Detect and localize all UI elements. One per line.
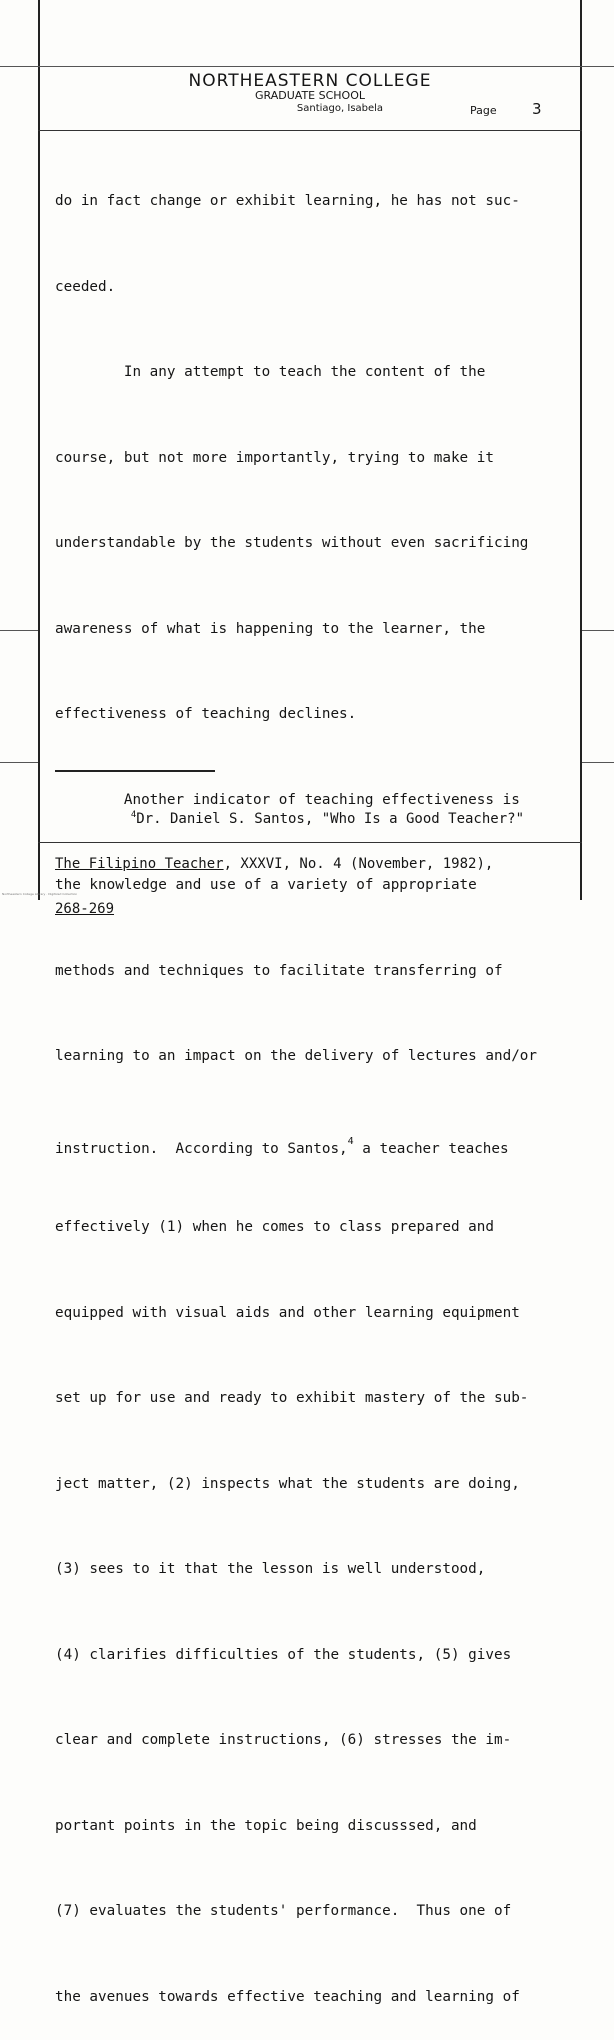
text-line: ject matter, (2) inspects what the students are doing, <box>55 1475 520 1492</box>
text-line-head: instruction. According to Santos, <box>55 1140 348 1157</box>
citation-superscript: 4 <box>347 1135 354 1147</box>
text-line: effectiveness of teaching declines. <box>55 706 357 722</box>
text-line: the avenues towards effective teaching and learning of <box>55 1988 520 2005</box>
text-line: methods and techniques to facilitate transferring of <box>55 962 503 979</box>
text-line: equipped with visual aids and other learning equipment <box>55 1304 520 1321</box>
text-line: (4) clarifies difficulties of the students, (5) gives <box>55 1646 512 1663</box>
footnote-pages: 268-269 <box>55 901 115 917</box>
text-line: (3) sees to it that the lesson is well understood, <box>55 1561 486 1577</box>
left-margin-rule <box>38 0 40 900</box>
footnote <box>55 778 575 932</box>
text-line-tail: a teacher teaches <box>353 1140 509 1157</box>
text-line: learning to an impact on the delivery of lectures and/or <box>55 1048 538 1064</box>
text-line: the knowledge and use of a variety of appropriate <box>55 877 477 893</box>
top-rule <box>0 66 614 67</box>
text-line: ceeded. <box>55 278 116 295</box>
footnote-line-1 <box>55 808 575 827</box>
text-line: portant points in the topic being discusssed, and <box>55 1817 477 1834</box>
text-line: understandable by the students without even sacrificing <box>55 535 529 551</box>
footnote-text: Dr. Daniel S. Santos, "Who Is a Good Teacher?" <box>136 811 525 827</box>
text-line: set up for use and ready to exhibit mastery of the sub- <box>55 1390 529 1406</box>
text-line: course, but not more importantly, trying to make it <box>55 449 494 466</box>
footnote-volume: , XXXVI, No. 4 (November, 1982), <box>223 856 494 872</box>
school-name: GRADUATE SCHOOL <box>255 89 365 102</box>
footnote-rule <box>55 770 215 772</box>
college-name: NORTHEASTERN COLLEGE <box>188 71 432 91</box>
right-tick <box>582 630 614 631</box>
right-tick-2 <box>582 762 614 763</box>
text-line: do in fact change or exhibit learning, he has not suc- <box>55 193 520 209</box>
left-tick-2 <box>0 762 38 763</box>
footnote-line-3 <box>55 902 575 917</box>
page-number: 3 <box>532 100 542 118</box>
text-line: effectively (1) when he comes to class prepared and <box>55 1219 494 1235</box>
text-line: In any attempt to teach the content of the <box>55 364 486 380</box>
text-line-citation <box>55 1128 575 1157</box>
body-text <box>55 130 575 2040</box>
text-line: awareness of what is happening to the learner, the <box>55 620 486 637</box>
letterhead <box>40 72 580 116</box>
text-line: (7) evaluates the students' performance. Thus one of <box>55 1903 512 1919</box>
right-margin-rule <box>580 0 582 900</box>
scan-credit: Northeastern College Library · Digitized Collection <box>2 892 78 896</box>
footnote-number: 4 <box>130 810 137 820</box>
text-line: Another indicator of teaching effectiveness is <box>55 791 520 808</box>
page-label: Page <box>470 104 497 117</box>
footnote-line-2 <box>55 857 575 872</box>
left-tick <box>0 630 38 631</box>
text-line: clear and complete instructions, (6) stresses the im- <box>55 1732 512 1748</box>
journal-title: The Filipino Teacher <box>55 856 224 872</box>
location: Santiago, Isabela <box>296 103 384 114</box>
